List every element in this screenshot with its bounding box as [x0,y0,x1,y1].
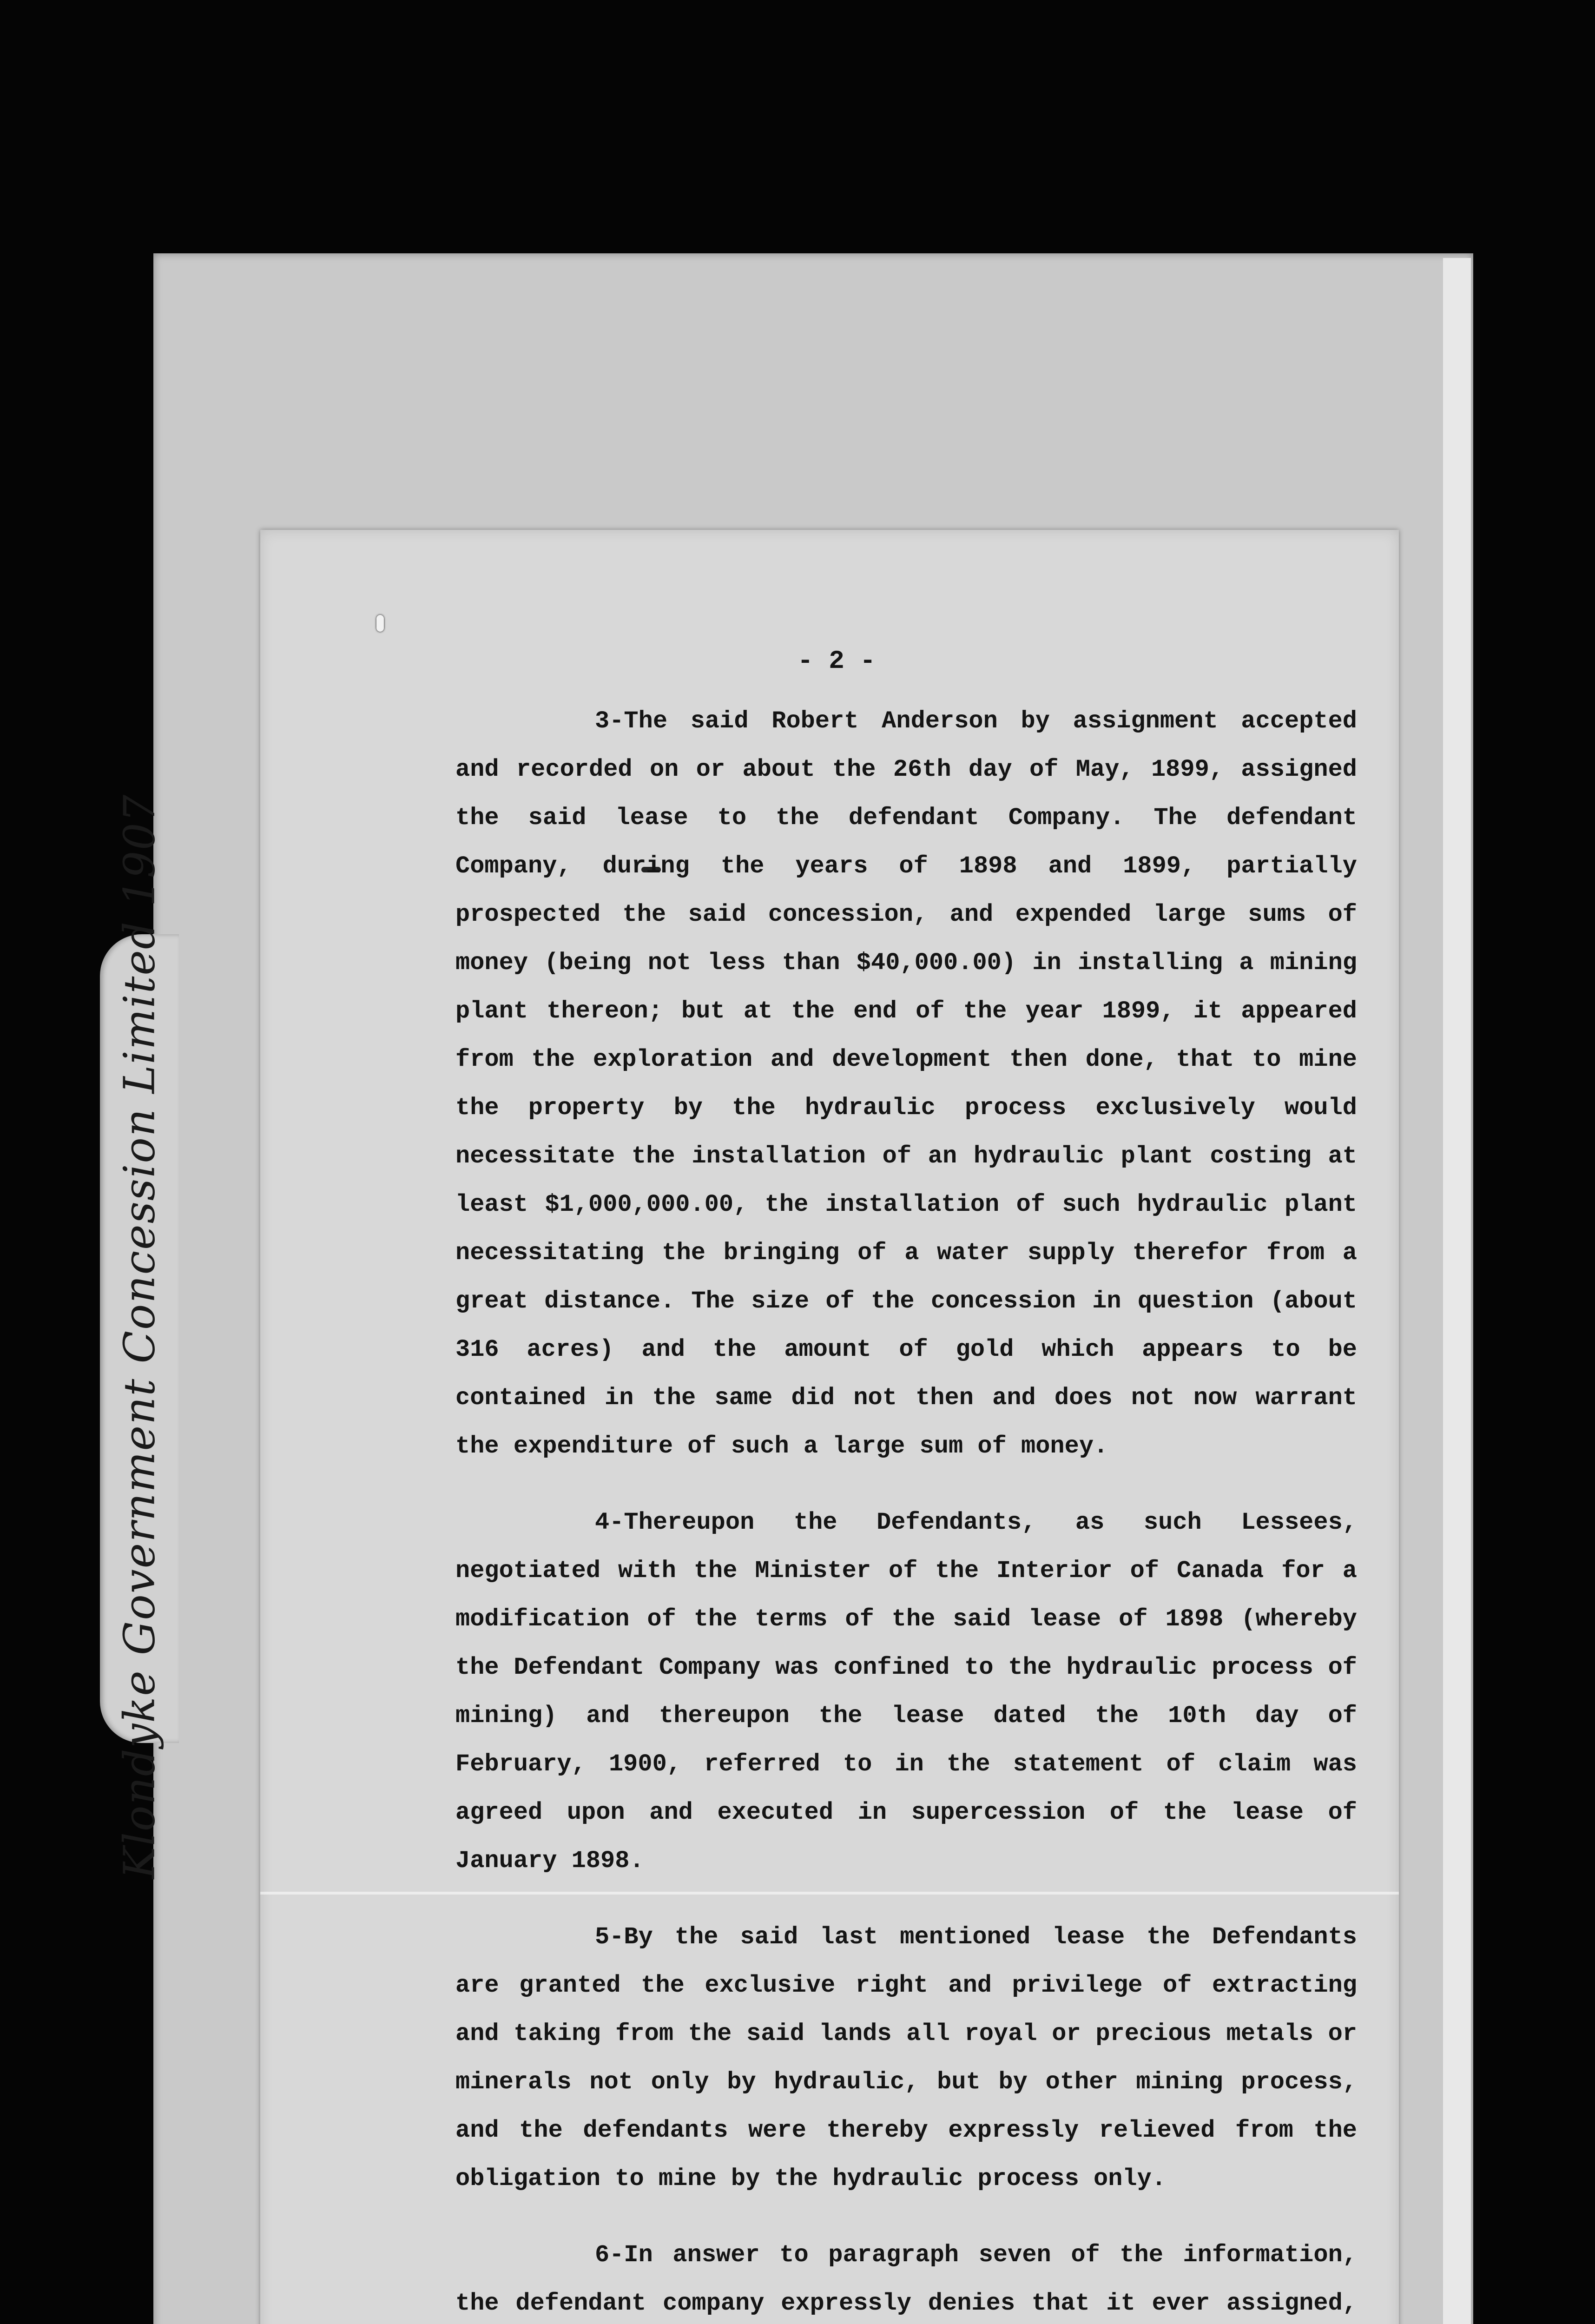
paragraph-number: 4- [595,1509,624,1536]
paragraph-text: The said Robert Anderson by assignment accepted and recorded on or about the 26th day of May, 1899, assigned the said lease to the defendant Company. The defendant Company, during the years of 1898 and 1899, partially prospected the said concession, and expended large sums of money (being not less than $40,000.00) in installing a mining plant thereon; but at the end of the year 1899, it appeared from the exploration and development then done, that to mine the property by the hydraulic process exclusively would necessitate the installation of an hydraulic plant costing at least $1,000,000.00, the installation of such hydraulic plant necessitating the bringing of a water supply therefor from a great distance. The size of the concession in question (about 316 acres) and the amount of gold which appears to be contained in the same did not then and does not now warrant the expenditure of such a large sum of money. [455,707,1357,1460]
paragraph-text: Thereupon the Defendants, as such Lessees, negotiated with the Minister of the Interior of Canada for a modification of the terms of the said lease of 1898 (whereby the Defendant Company was confined to the hydraulic process of mining) and thereupon the lease dated the 10th day of February, 1900, referred to in the statement of claim was agreed upon and executed in supercession of the lease of January 1898. [455,1509,1357,1875]
paragraph-3 [455,697,1357,1471]
paragraph-5 [455,1913,1357,2203]
paragraph-6 [455,2231,1357,2324]
paragraph-text: By the said last mentioned lease the Defendants are granted the exclusive right and privilege of extracting and taking from the said lands all royal or precious metals or minerals not only by hydraulic, but by other mining process, and the defendants were thereby expressly relieved from the obligation to mine by the hydraulic process only. [455,1923,1357,2192]
handwritten-note-text: Klondyke Government Concession Limited 1907 [114,793,165,1879]
paragraph-number: 5- [595,1923,624,1951]
paragraph-number: 3- [595,707,624,735]
paragraph-number: 6- [595,2241,624,2269]
page-number: - 2 - [797,646,876,676]
document-body [455,697,1357,2324]
document-page [260,530,1399,2324]
punch-hole [376,615,384,632]
paragraph-text: In answer to paragraph seven of the information, the defendant company expressly denies that it ever assigned, [455,2241,1357,2317]
paragraph-4 [455,1499,1357,1885]
folder-edge [1443,258,1471,2324]
